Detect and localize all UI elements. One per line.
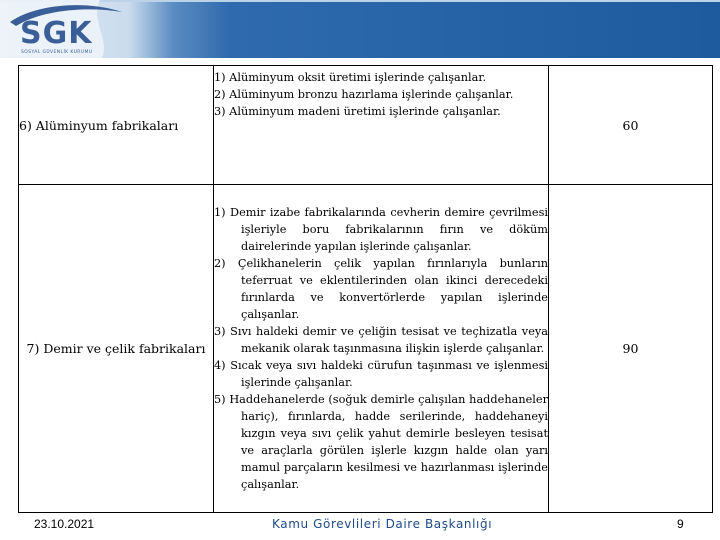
occupation-table [18,65,713,513]
job-item: 1) Alüminyum oksit üretimi işlerinde çalışanlar. [214,71,487,84]
job-items-cell [214,66,549,185]
job-item: 3) Alüminyum madeni üretimi işlerinde çalışanlar. [214,105,501,118]
logo-text: SGK [20,16,93,51]
job-item: 2) Çelikhanelerin çelik yapılan fırınlarıyla bunların teferruat ve eklentilerinden olan ikinci derecedeki fırınlarda ve konvertörlerde yapılan işlerinde çalışanlar. [214,257,548,321]
header-banner [0,0,720,58]
factory-name-cell: 6) Alüminyum fabrikaları [19,66,214,185]
days-value-cell: 90 [549,185,713,513]
footer-date: 23.10.2021 [34,517,95,531]
footer-title: Kamu Görevlileri Daire Başkanlığı [272,517,493,531]
sgk-logo [6,2,126,56]
job-item: 3) Sıvı haldeki demir ve çeliğin tesisat ve teçhizatla veya mekanik olarak taşınmasına ilişkin işlerde çalışanlar. [214,325,548,355]
job-item: 5) Haddehanelerde (soğuk demirle çalışılan haddehaneler hariç), fırınlarda, hadde serilerinde, haddehaneyi kızgın veya sıvı çelik yahut demirle besleyen tesisat ve araçlarla görülen işlerle kızgın halde olan yarı mamul parçaların kesilmesi ve hazırlanması işlerinde çalışanlar. [214,393,548,491]
table-row [19,185,713,513]
days-value-cell: 60 [549,66,713,185]
table-row [19,66,713,185]
page-number: 9 [677,517,684,531]
logo-subtitle: SOSYAL GÜVENLİK KURUMU [21,50,93,55]
job-item: 2) Alüminyum bronzu hazırlama işlerinde çalışanlar. [214,88,514,101]
job-item: 4) Sıcak veya sıvı haldeki cürufun taşınması ve işlenmesi işlerinde çalışanlar. [214,359,548,389]
factory-name-cell: 7) Demir ve çelik fabrikaları [19,185,214,513]
job-items-cell [214,185,549,513]
job-item: 1) Demir izabe fabrikalarında cevherin demire çevrilmesi işleriyle boru fabrikalarının fırın ve döküm dairelerinde yapılan işlerinde çalışanlar. [214,206,548,253]
